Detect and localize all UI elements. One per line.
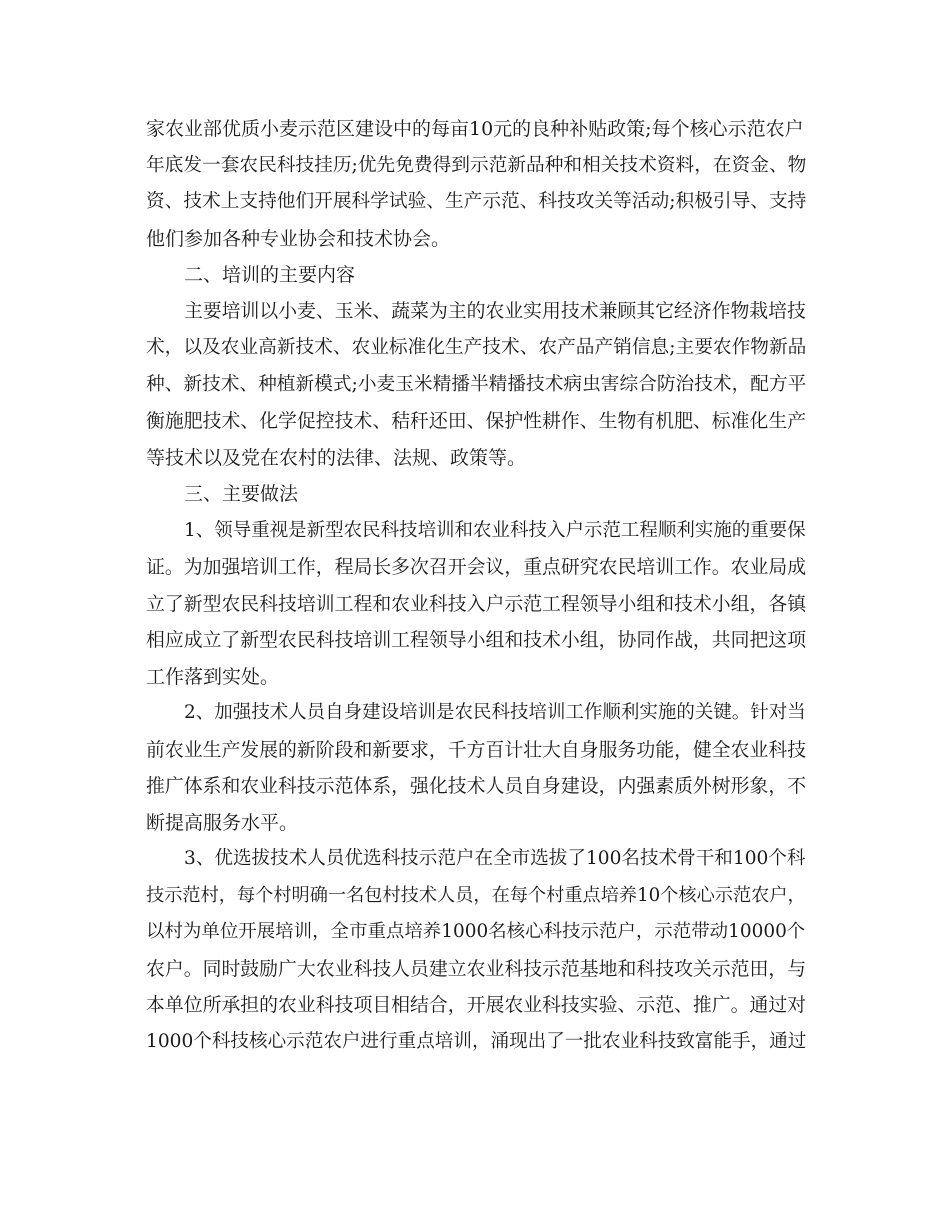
text-line: 1、领导重视是新型农民科技培训和农业科技入户示范工程顺利实施的重要保: [184, 519, 806, 541]
text-line: 家农业部优质小麦示范区建设中的每亩10元的良种补贴政策;每个核心示范农户: [146, 118, 804, 140]
text-line: 3、优选拔技术人员优选科技示范户在全市选拔了100名技术骨干和100个科: [184, 848, 806, 869]
text-line: 1000个科技核心示范农户进行重点培训，涌现出了一批农业科技致富能手，通过: [146, 1030, 807, 1052]
text-line: 断提高服务水平。: [146, 811, 299, 834]
text-line: 立了新型农民科技培训工程和农业科技入户示范工程领导小组和技术小组，各镇: [146, 592, 807, 615]
text-line: 推广体系和农业科技示范体系，强化技术人员自身建设，内强素质外树形象，不: [146, 775, 807, 797]
text-line: 主要培训以小麦、玉米、蔬菜为主的农业实用技术兼顾其它经济作物栽培技: [184, 300, 806, 322]
document-body: [146, 117, 806, 1066]
text-line: 三、主要做法: [184, 483, 299, 505]
text-line: 证。为加强培训工作，程局长多次召开会议，重点研究农民培训工作。农业局成: [146, 556, 807, 578]
text-line: 农户。同时鼓励广大农业科技人员建立农业科技示范基地和科技攻关示范田，与: [146, 957, 807, 980]
text-line: 资、技术上支持他们开展科学试验、生产示范、科技攻关等活动;积极引导、支持: [146, 191, 807, 212]
text-line: 二、培训的主要内容: [184, 264, 356, 286]
text-line: 工作落到实处。: [146, 665, 280, 688]
text-line: 前农业生产发展的新阶段和新要求，千方百计壮大自身服务功能，健全农业科技: [146, 738, 807, 761]
text-line: 以村为单位开展培训，全市重点培养1000名核心科技示范户，示范带动10000个: [146, 921, 806, 942]
text-line: 他们参加各种专业协会和技术协会。: [146, 227, 451, 250]
text-line: 术，以及农业高新技术、农业标准化生产技术、农产品产销信息;主要农作物新品: [146, 337, 807, 358]
text-line: 等技术以及党在农村的法律、法规、政策等。: [146, 446, 527, 469]
text-line: 年底发一套农民科技挂历;优先免费得到示范新品种和相关技术资料，在资金、物: [146, 154, 807, 176]
text-line: 相应成立了新型农民科技培训工程领导小组和技术小组，协同作战，共同把这项: [146, 629, 807, 651]
text-line: 2、加强技术人员自身建设培训是农民科技培训工作顺利实施的关键。针对当: [184, 702, 806, 723]
text-line: 本单位所承担的农业科技项目相结合，开展农业科技实验、示范、推广。通过对: [146, 994, 807, 1016]
text-line: 种、新技术、种植新模式;小麦玉米精播半精播技术病虫害综合防治技术，配方平: [146, 373, 807, 395]
text-line: 衡施肥技术、化学促控技术、秸秆还田、保护性耕作、生物有机肥、标准化生产: [146, 410, 807, 432]
text-line: 技示范村，每个村明确一名包村技术人员，在每个村重点培养10个核心示范农户，: [146, 884, 806, 906]
